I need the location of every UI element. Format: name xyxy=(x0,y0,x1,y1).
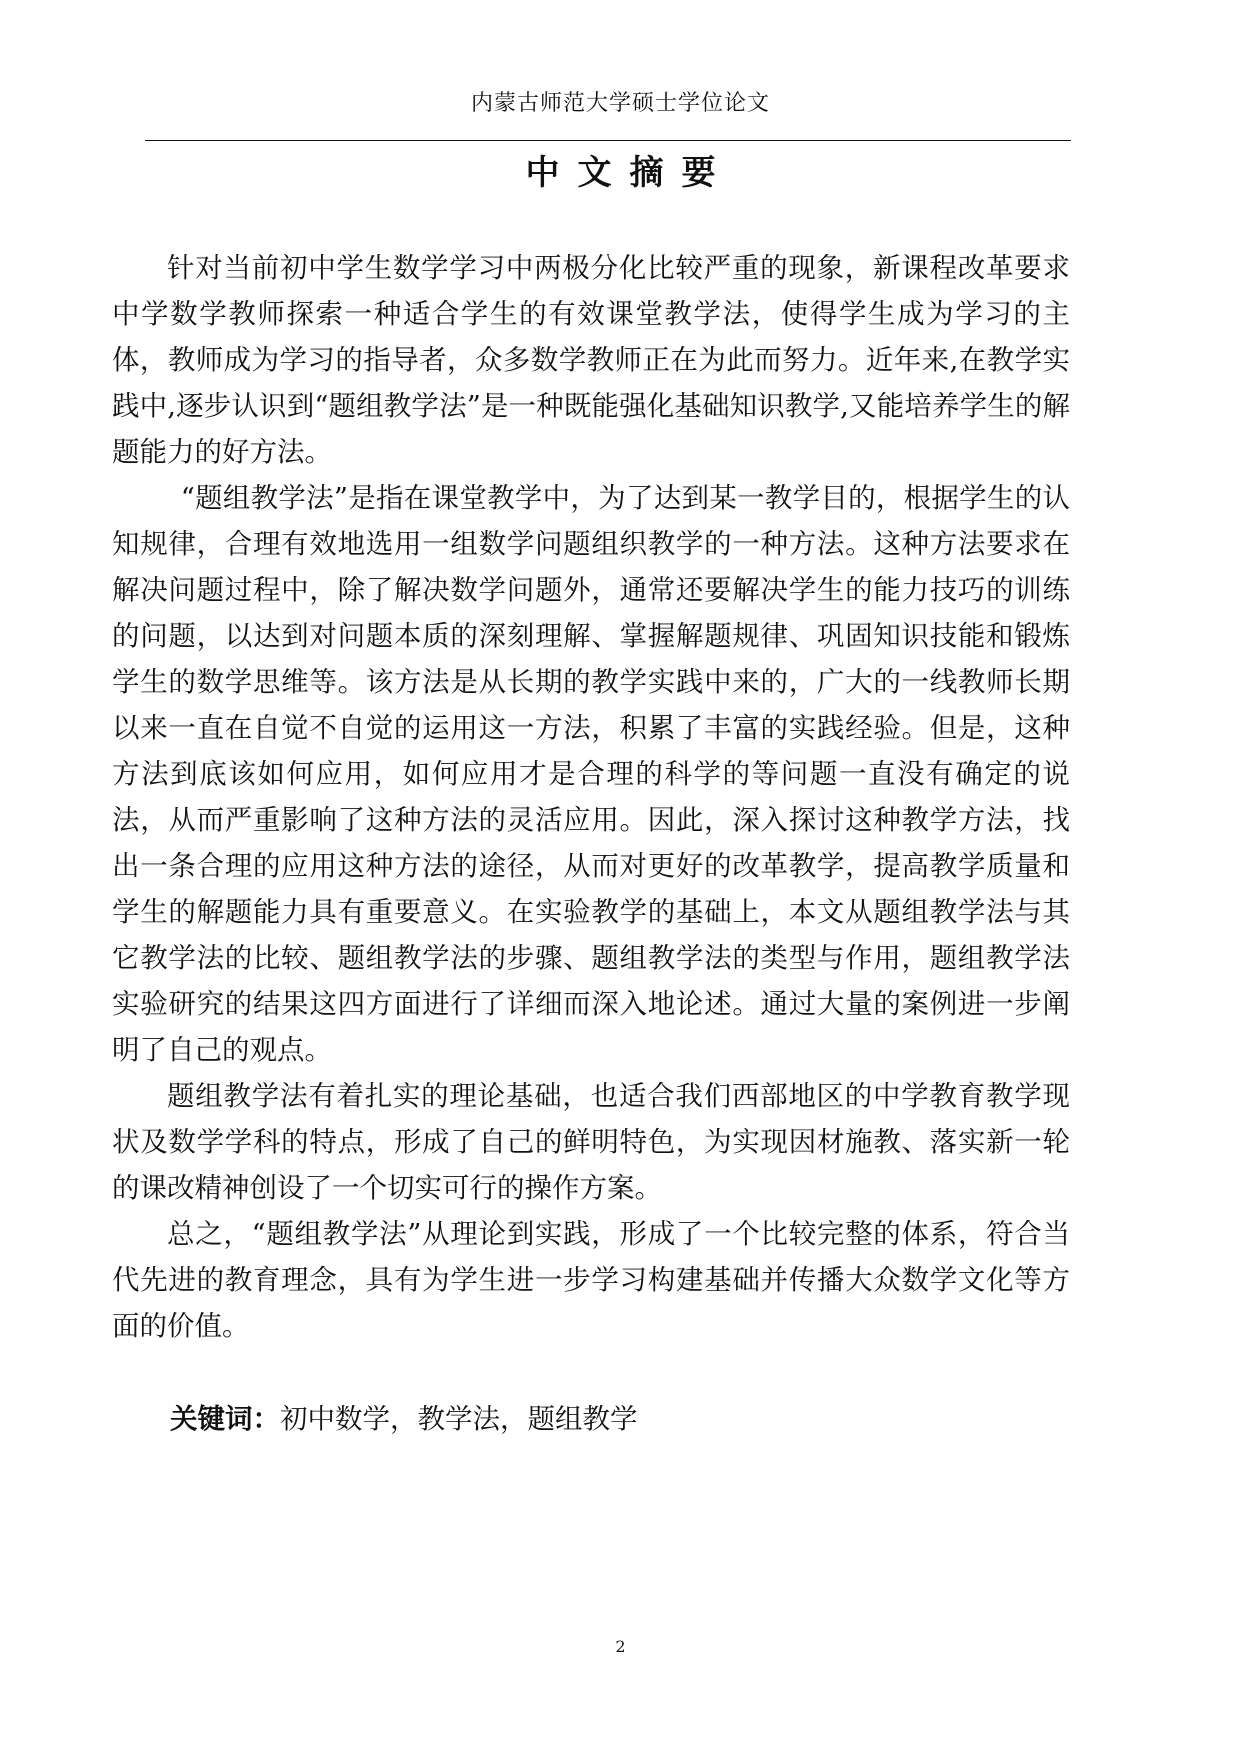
abstract-paragraph-2: “题组教学法”是指在课堂教学中，为了达到某一教学目的，根据学生的认知规律，合理有效地选用一组数学问题组织教学的一种方法。这种方法要求在解决问题过程中，除了解决数学问题外，通常还要解决学生的能力技巧的训练的问题，以达到对问题本质的深刻理解、掌握解题规律、巩固知识技能和锻炼学生的数学思维等。该方法是从长期的教学实践中来的，广大的一线教师长期以来一直在自觉不自觉的运用这一方法，积累了丰富的实践经验。但是，这种方法到底该如何应用，如何应用才是合理的科学的等问题一直没有确定的说法，从而严重影响了这种方法的灵活应用。因此，深入探讨这种教学方法，找出一条合理的应用这种方法的途径，从而对更好的改革教学，提高教学质量和学生的解题能力具有重要意义。在实验教学的基础上，本文从题组教学法与其它教学法的比较、题组教学法的步骤、题组教学法的类型与作用，题组教学法实验研究的结果这四方面进行了详细而深入地论述。通过大量的案例进一步阐明了自己的观点。 xyxy=(112,482,1070,1066)
page-number: 2 xyxy=(615,1637,626,1656)
running-header: 内蒙古师范大学硕士学位论文 xyxy=(470,91,770,116)
keywords-text: 初中数学，教学法，题组教学 xyxy=(280,1403,638,1435)
page-title: 中文摘要 xyxy=(525,153,734,193)
keywords-line xyxy=(170,1396,638,1442)
abstract-paragraph-1: 针对当前初中学生数学学习中两极分化比较严重的现象，新课程改革要求中学数学教师探索一种适合学生的有效课堂教学法，使得学生成为学习的主体，教师成为学习的指导者，众多数学教师正在为此而努力。近年来,在教学实践中,逐步认识到“题组教学法”是一种既能强化基础知识教学,又能培养学生的解题能力的好方法。 xyxy=(112,252,1070,468)
header-rule xyxy=(145,140,1071,141)
abstract-paragraph-4: 总之，“题组教学法”从理论到实践，形成了一个比较完整的体系，符合当代先进的教育理念，具有为学生进一步学习构建基础并传播大众数学文化等方面的价值。 xyxy=(112,1218,1070,1342)
abstract-paragraph-3: 题组教学法有着扎实的理论基础，也适合我们西部地区的中学教育教学现状及数学学科的特点，形成了自己的鲜明特色，为实现因材施教、落实新一轮的课改精神创设了一个切实可行的操作方案。 xyxy=(112,1080,1070,1204)
keywords-label: 关键词： xyxy=(170,1403,280,1435)
abstract-body xyxy=(112,245,1070,1349)
